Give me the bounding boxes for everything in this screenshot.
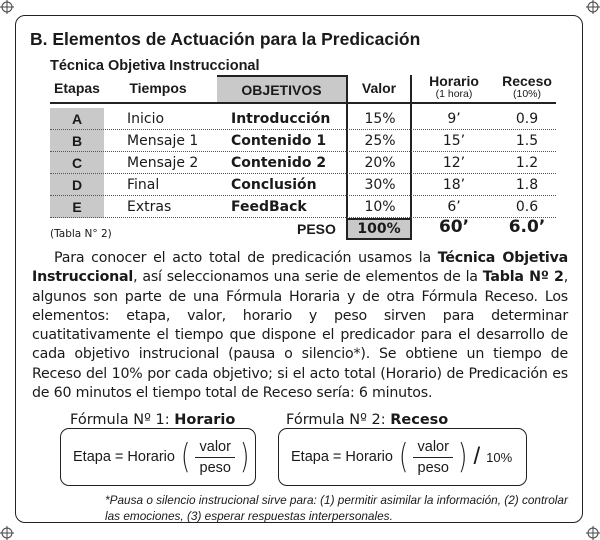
valor-total: 100% — [346, 218, 412, 240]
formula-1-prefix: Fórmula Nº 1: — [70, 412, 175, 428]
formula-1-box — [60, 428, 256, 486]
header-horario-label: Horario — [429, 73, 479, 89]
paren-left-icon: ( — [398, 437, 409, 477]
section-title: B. Elementos de Actuación para la Predicación — [30, 29, 421, 49]
formula-2-divisor: 10% — [486, 449, 513, 465]
header-horario-sub: (1 hora) — [435, 88, 473, 100]
para-text-1: Para conocer el acto total de predicación usamos la — [54, 250, 438, 266]
crop-mark-icon — [586, 526, 600, 540]
formula-2-label — [286, 412, 448, 428]
valor-cell: 10% — [364, 199, 396, 215]
formula-1-numerator: valor — [195, 439, 235, 458]
header-etapas: Etapas — [54, 80, 100, 96]
paren-right-icon: ) — [240, 437, 250, 477]
formula-2-numerator: valor — [413, 439, 453, 458]
header-valor: Valor — [361, 80, 397, 96]
table-row — [50, 174, 556, 196]
tiempo-cell: Extras — [127, 199, 172, 215]
formula-2-box — [278, 428, 527, 486]
table-row — [50, 108, 556, 130]
receso-cell: 1.2 — [515, 155, 539, 171]
valor-cell: 15% — [364, 111, 396, 127]
header-receso-label: Receso — [502, 73, 552, 89]
para-bold-2: Tabla Nº 2 — [482, 269, 564, 286]
header-receso — [497, 73, 557, 100]
table-note: (Tabla N° 2) — [50, 228, 112, 240]
body-paragraph — [32, 249, 568, 403]
crop-mark-icon — [0, 0, 14, 14]
etapa-cell: D — [50, 174, 104, 196]
para-bold-1: Técnica Objetiva Instruccional — [32, 250, 568, 286]
formula-1-denominator: peso — [199, 459, 231, 476]
receso-cell: 1.5 — [515, 133, 539, 149]
receso-cell: 0.6 — [515, 199, 539, 215]
valor-cell: 30% — [364, 177, 396, 193]
tiempo-cell: Mensaje 2 — [127, 155, 199, 171]
table-title: Técnica Objetiva Instruccional — [50, 58, 260, 74]
objetivo-cell: FeedBack — [231, 199, 307, 215]
horario-cell: 15’ — [442, 133, 466, 149]
formula-1-label — [70, 412, 235, 428]
crop-mark-icon — [586, 0, 600, 14]
para-text-2: , así seleccionamos una serie de elementos de la — [133, 269, 483, 286]
peso-label: PESO — [297, 221, 336, 237]
header-divider — [50, 102, 556, 104]
paren-right-icon: ) — [458, 437, 468, 477]
paren-left-icon: ( — [180, 437, 191, 477]
table-row — [50, 196, 556, 218]
formula-2-slash: / — [473, 443, 481, 470]
objetivo-cell: Introducción — [231, 111, 331, 127]
formula-1-name: Horario — [174, 412, 236, 428]
header-receso-sub: (10%) — [512, 88, 541, 100]
horario-total: 60’ — [438, 217, 470, 237]
formula-1-fraction — [179, 439, 252, 476]
receso-cell: 1.8 — [515, 177, 539, 193]
header-horario — [420, 73, 488, 100]
header-objetivos: OBJETIVOS — [217, 75, 346, 104]
formula-2-prefix: Fórmula Nº 2: — [286, 412, 391, 428]
receso-cell: 0.9 — [515, 111, 539, 127]
formula-1-lhs: Etapa = Horario — [73, 449, 175, 465]
para-text-3: , algunos son parte de una Fórmula Horaria y de otra Fórmula Receso. Los elementos: etapa, valor, horario y peso sirven para determinar cuatitativamente el tiempo que dispone el predicador para el desarrollo de cada objetivo instrucional (pausa o silencio*). Se obtiene un tiempo de Receso del 10% por cada objetivo; si el acto total (Horario) de Predicación es de 60 minutos el tiempo total de Receso sería: 6 minutos. — [32, 269, 569, 402]
tiempo-cell: Inicio — [127, 111, 165, 127]
tiempo-cell: Final — [127, 177, 160, 193]
formula-2-name: Receso — [390, 412, 449, 428]
valor-cell: 25% — [364, 133, 396, 149]
etapa-cell: E — [50, 196, 104, 218]
objetivo-cell: Conclusión — [231, 177, 317, 193]
table-row — [50, 130, 556, 152]
etapa-cell: C — [50, 152, 104, 174]
header-tiempos: Tiempos — [129, 80, 187, 96]
horario-cell: 12’ — [442, 155, 466, 171]
objetivo-cell: Contenido 2 — [231, 155, 327, 171]
tiempo-cell: Mensaje 1 — [127, 133, 199, 149]
formula-2-lhs: Etapa = Horario — [291, 449, 393, 465]
etapa-cell: A — [50, 108, 104, 130]
formula-2-denominator: peso — [417, 459, 449, 476]
horario-cell: 6’ — [447, 199, 461, 215]
footnote: *Pausa o silencio instrucional sirve para: (1) permitir asimilar la información, (2) controlar las emociones, (3) esperar respuestas interpersonales. — [105, 493, 568, 523]
horario-cell: 9’ — [447, 111, 461, 127]
valor-cell: 20% — [364, 155, 396, 171]
receso-total: 6.0’ — [508, 217, 546, 237]
horario-cell: 18’ — [442, 177, 466, 193]
objetivo-cell: Contenido 1 — [231, 133, 327, 149]
crop-mark-icon — [0, 526, 14, 540]
etapa-cell: B — [50, 130, 104, 152]
formula-2-fraction — [397, 439, 470, 476]
table-row — [50, 152, 556, 174]
